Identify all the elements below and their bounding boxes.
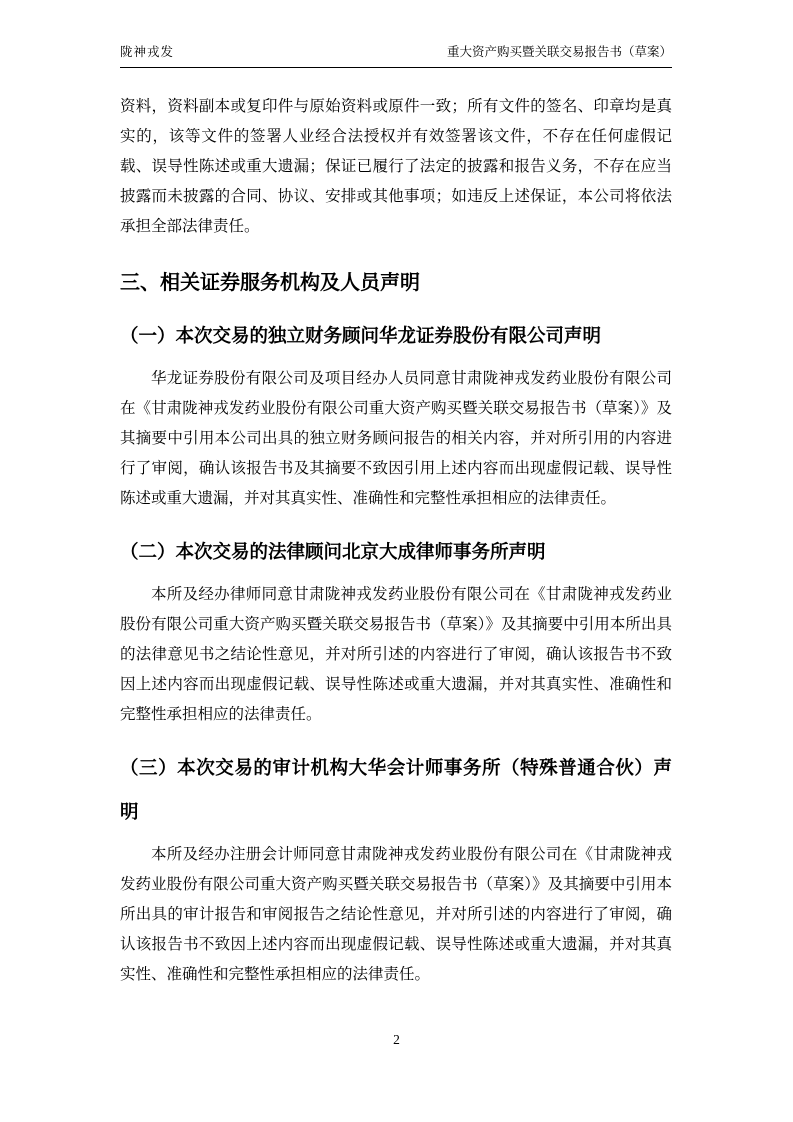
page-header xyxy=(120,44,672,67)
intro-paragraph: 资料，资料副本或复印件与原始资料或原件一致；所有文件的签名、印章均是真实的，该等文件的签署人业经合法授权并有效签署该文件，不存在任何虚假记载、误导性陈述或重大遗漏；保证已履行了法定的披露和报告义务，不存在应当披露而未披露的合同、协议、安排或其他事项；如违反上述保证，本公司将依法承担全部法律责任。 xyxy=(120,98,672,235)
page-number: 2 xyxy=(393,1032,400,1047)
header-rule xyxy=(120,67,672,68)
subsection-1-paragraph: 华龙证券股份有限公司及项目经办人员同意甘肃陇神戎发药业股份有限公司在《甘肃陇神戎发药业股份有限公司重大资产购买暨关联交易报告书（草案）》及其摘要中引用本公司出具的独立财务顾问报告的相关内容，并对所引用的内容进行了审阅，确认该报告书及其摘要不致因引用上述内容而出现虚假记载、误导性陈述或重大遗漏，并对其真实性、准确性和完整性承担相应的法律责任。 xyxy=(120,370,672,507)
header-company-name: 陇神戎发 xyxy=(120,45,175,59)
subsection-3-title: （三）本次交易的审计机构大华会计师事务所（特殊普通合伙）声明 xyxy=(120,757,672,822)
subsection-1-title: （一）本次交易的独立财务顾问华龙证券股份有限公司声明 xyxy=(120,325,602,346)
subsection-2-title: （二）本次交易的法律顾问北京大成律师事务所声明 xyxy=(120,541,546,562)
subsection-3-paragraph: 本所及经办注册会计师同意甘肃陇神戎发药业股份有限公司在《甘肃陇神戎发药业股份有限公司重大资产购买暨关联交易报告书（草案）》及其摘要中引用本所出具的审计报告和审阅报告之结论性意见，并对所引述的内容进行了审阅，确认该报告书不致因上述内容而出现虚假记载、误导性陈述或重大遗漏，并对其真实性、准确性和完整性承担相应的法律责任。 xyxy=(120,846,672,983)
section-title: 三、相关证券服务机构及人员声明 xyxy=(120,272,420,294)
page-footer xyxy=(0,1032,793,1048)
subsection-2-paragraph: 本所及经办律师同意甘肃陇神戎发药业股份有限公司在《甘肃陇神戎发药业股份有限公司重大资产购买暨关联交易报告书（草案）》及其摘要中引用本所出具的法律意见书之结论性意见，并对所引述的内容进行了审阅，确认该报告书不致因上述内容而出现虚假记载、误导性陈述或重大遗漏，并对其真实性、准确性和完整性承担相应的法律责任。 xyxy=(120,586,672,723)
header-report-title: 重大资产购买暨关联交易报告书（草案） xyxy=(446,45,672,59)
